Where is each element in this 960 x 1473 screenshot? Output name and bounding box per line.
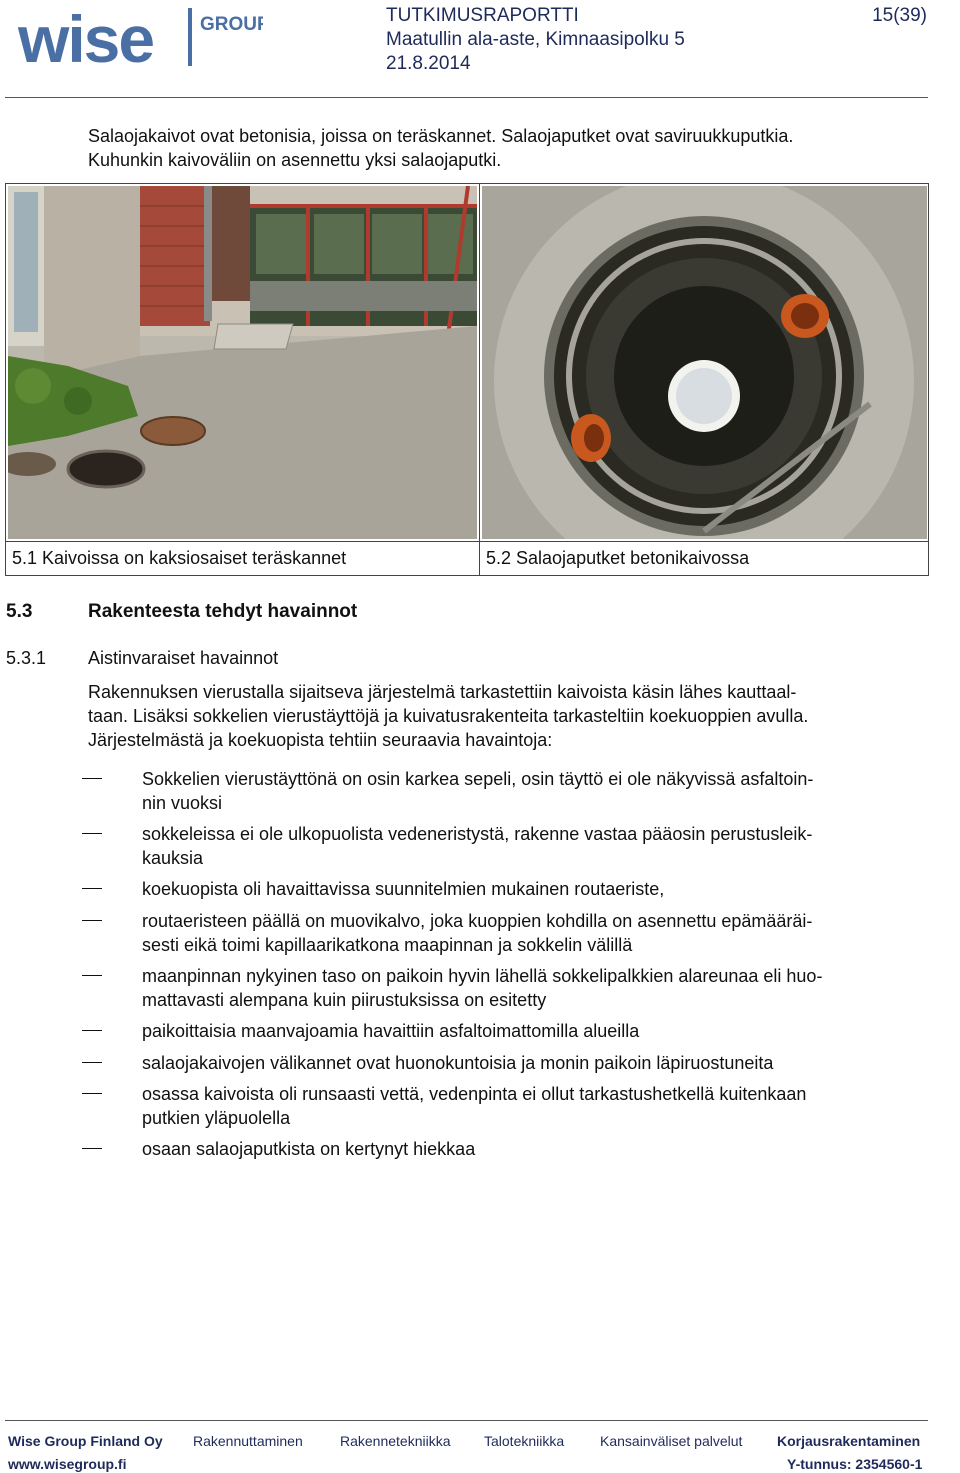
list-item-text: maanpinnan nykyinen taso on paikoin hyvin lähellä sokkelipalkkien alareunaa eli huo- [142,966,823,986]
report-type: TUTKIMUSRAPORTTI [386,5,579,26]
logo-wordmark: wise [18,6,154,68]
dash-bullet [82,920,102,921]
subsection-heading [6,645,278,671]
list-item-text: salaojakaivojen välikannet ovat huonokuntoisia ja monin paikoin läpiruostuneita [142,1053,774,1073]
list-item-text: koekuopista oli havaittavissa suunnitelmien mukainen routaeriste, [142,879,665,899]
figure-caption-2: 5.2 Salaojaputket betonikaivossa [486,548,750,568]
logo-divider [188,8,192,66]
list-item-text: mattavasti alempana kuin piirustuksissa on esitetty [142,990,547,1010]
footer-business-id: Y-tunnus: 2354560-1 [787,1456,923,1472]
footer-company: Wise Group Finland Oy [8,1433,163,1449]
header-rule [5,97,928,98]
wise-group-logo [18,6,263,68]
section-heading [6,599,357,625]
footer-website[interactable]: www.wisegroup.fi [8,1456,127,1472]
dash-bullet [82,1062,102,1063]
footer-service: Kansainväliset palvelut [600,1433,743,1449]
paragraph-line: taan. Lisäksi sokkelien vierustäyttöjä ja kuivatusrakenteita tarkasteltiin koekuoppien avulla. [88,706,809,726]
footer-service: Rakennuttaminen [193,1433,303,1449]
list-item-text: routaeristeen päällä on muovikalvo, joka kuoppien kohdilla on asennettu epämääräi- [142,911,813,931]
figure-caption-1: 5.1 Kaivoissa on kaksiosaiset teräskannet [12,548,347,568]
dash-bullet [82,888,102,889]
list-item-text: nin vuoksi [142,793,223,813]
list-item-text: sesti eikä toimi kapillaarikatkona maapinnan ja sokkelin välillä [142,935,633,955]
dash-bullet [82,1093,102,1094]
list-item-text: osassa kaivoista oli runsaasti vettä, vedenpinta ei ollut tarkastushetkellä kuitenkaan [142,1084,807,1104]
report-date: 21.8.2014 [386,53,471,74]
list-item-text: sokkeleissa ei ole ulkopuolista vedeneristystä, rakenne vastaa pääosin perustusleik- [142,824,813,844]
dash-bullet [82,778,102,779]
dash-bullet [82,833,102,834]
section-number: 5.3 [6,601,33,622]
photo-manholes-by-building [8,186,477,539]
footer-service: Rakennetekniikka [340,1433,451,1449]
dash-bullet [82,1148,102,1149]
section-title: Rakenteesta tehdyt havainnot [88,601,358,622]
paragraph-line: Rakennuksen vierustalla sijaitseva järjestelmä tarkastettiin kaivoista käsin lähes kauttaal- [88,682,797,702]
paragraph-line: Järjestelmästä ja koekuopista tehtiin seuraavia havaintoja: [88,730,553,750]
subsection-title: Aistinvaraiset havainnot [88,648,279,668]
list-item-text: osaan salaojaputkista on kertynyt hiekkaa [142,1139,476,1159]
list-item-text: paikoittaisia maanvajoamia havaittiin asfaltoimattomilla alueilla [142,1021,640,1041]
list-item-text: Sokkelien vierustäyttönä on osin karkea sepeli, osin täyttö ei ole näkyvissä asfaltoin- [142,769,814,789]
report-location: Maatullin ala-aste, Kimnaasipolku 5 [386,29,685,50]
figure-table [5,183,929,576]
page-number: 15(39) [872,5,927,26]
footer-service: Talotekniikka [484,1433,565,1449]
subsection-number: 5.3.1 [6,648,47,668]
intro-line-1: Salaojakaivot ovat betonisia, joissa on teräskannet. Salaojaputket ovat saviruukkuputkia. [88,126,794,146]
footer-rule [5,1420,928,1421]
photo-drain-pipes-in-well [482,186,927,539]
dash-bullet [82,975,102,976]
figure-divider [479,184,480,575]
logo-group-text: GROUP [200,14,263,35]
list-item-text: putkien yläpuolella [142,1108,291,1128]
intro-line-2: Kuhunkin kaivoväliin on asennettu yksi salaojaputki. [88,150,502,170]
caption-rule [6,541,928,542]
observations-intro [88,680,928,752]
list-item-text: kauksia [142,848,204,868]
footer-service: Korjausrakentaminen [777,1433,921,1449]
dash-bullet [82,1030,102,1031]
